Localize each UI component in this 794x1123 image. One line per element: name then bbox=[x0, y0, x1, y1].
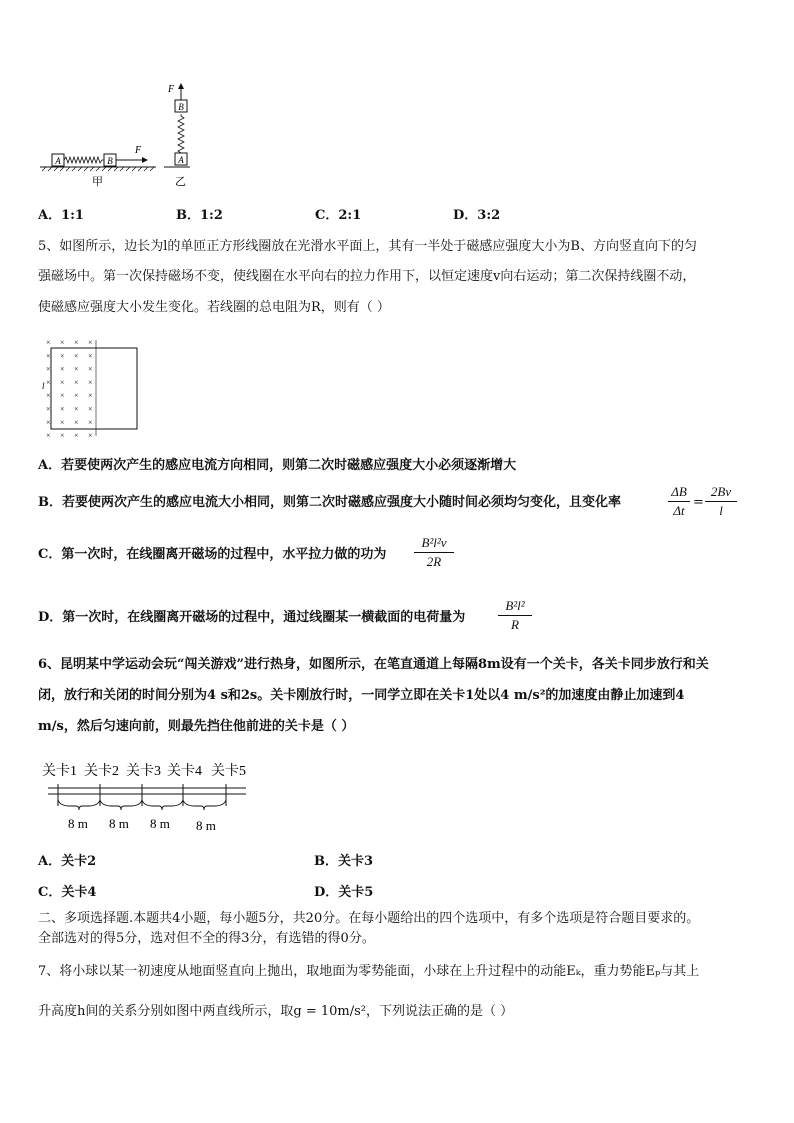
cross-mark: × bbox=[46, 351, 51, 361]
gate-4-label: 关卡4 bbox=[167, 764, 202, 779]
cross-mark: × bbox=[88, 417, 93, 427]
gate-5-label: 关卡5 bbox=[211, 764, 246, 779]
cross-mark: × bbox=[74, 338, 79, 347]
cross-mark: × bbox=[74, 391, 79, 401]
gates-figure bbox=[40, 758, 260, 836]
q6-option-d[interactable]: D．关卡5 bbox=[314, 885, 374, 900]
q5-option-c-fraction: B²l²v 2R bbox=[414, 535, 454, 570]
q5-option-a[interactable]: A．若要使两次产生的感应电流方向相同，则第二次时磁感应强度大小必须逐渐增大 bbox=[38, 458, 517, 473]
cross-mark: × bbox=[60, 364, 65, 374]
q5-option-b-rate-fraction: ΔB Δt bbox=[668, 484, 690, 519]
q6-text-line1: 6、昆明某中学运动会玩“闯关游戏”进行热身，如图所示，在笔直通道上每隔8m设有一个关卡，各关卡同步放行和关 bbox=[38, 657, 709, 672]
cross-mark: × bbox=[60, 377, 65, 387]
block-a-label: A bbox=[55, 156, 61, 166]
cross-mark: × bbox=[46, 338, 51, 347]
q7-text-line2: 升高度h间的关系分别如图中两直线所示，取g = 10m/s²，下列说法正确的是（ ） bbox=[38, 1004, 514, 1019]
cross-mark: × bbox=[60, 391, 65, 401]
cross-mark: × bbox=[88, 364, 93, 374]
cross-mark: × bbox=[60, 404, 65, 414]
force-label-vertical: F bbox=[168, 84, 175, 95]
cross-mark: × bbox=[60, 338, 65, 347]
q5-text-line3: 使磁感应强度大小发生变化。若线圈的总电阻为R，则有（ ） bbox=[38, 300, 390, 315]
q5-text-line1: 5、如图所示，边长为l的单匝正方形线圈放在光滑水平面上，其有一半处于磁感应强度大小为B、方向竖直向下的匀 bbox=[38, 239, 697, 254]
section2-heading-line1: 二、多项选择题.本题共4小题，每小题5分，共20分。在每小题给出的四个选项中，有多个选项是符合题目要求的。 bbox=[38, 911, 700, 926]
block-a-vertical-label: A bbox=[178, 155, 184, 165]
cross-mark: × bbox=[88, 404, 93, 414]
q4-option-b[interactable]: B．1:2 bbox=[176, 208, 223, 223]
cross-mark: × bbox=[46, 364, 51, 374]
spring-vertical bbox=[178, 114, 184, 153]
q4-option-c[interactable]: C．2:1 bbox=[315, 208, 362, 223]
q6-option-b[interactable]: B．关卡3 bbox=[314, 854, 374, 869]
cross-mark: × bbox=[60, 431, 65, 441]
q5-option-b-value-fraction: 2Bv l bbox=[705, 484, 737, 519]
q5-option-d-fraction: B²l² R bbox=[498, 598, 532, 633]
gate-2-label: 关卡2 bbox=[84, 764, 119, 779]
cross-mark: × bbox=[46, 377, 51, 387]
field-cross-marks bbox=[46, 338, 93, 440]
cross-mark: × bbox=[74, 417, 79, 427]
cross-mark: × bbox=[74, 431, 79, 441]
q6-text-line2: 闭，放行和关闭的时间分别为4 s和2s。关卡刚放行时，一同学立即在关卡1处以4 m/s²的加速度由静止加速到4 bbox=[38, 688, 685, 703]
cross-mark: × bbox=[46, 404, 51, 414]
distance-2-label: 8 m bbox=[109, 816, 129, 831]
yi-label: 乙 bbox=[175, 176, 186, 188]
jia-label: 甲 bbox=[92, 176, 103, 188]
cross-mark: × bbox=[46, 431, 51, 441]
spring-horizontal bbox=[64, 157, 104, 163]
coil-side-label: l bbox=[42, 381, 45, 391]
cross-mark: × bbox=[74, 351, 79, 361]
cross-mark: × bbox=[74, 377, 79, 387]
force-label-horizontal: F bbox=[135, 145, 142, 156]
q6-option-a[interactable]: A．关卡2 bbox=[38, 854, 97, 869]
q4-option-a[interactable]: A．1:1 bbox=[38, 208, 84, 223]
distance-1-label: 8 m bbox=[68, 816, 88, 831]
gate-1-label: 关卡1 bbox=[42, 764, 77, 779]
cross-mark: × bbox=[60, 417, 65, 427]
q5-option-b[interactable]: B．若要使两次产生的感应电流大小相同，则第二次时磁感应强度大小随时间必须均匀变化，且变化率 bbox=[38, 495, 621, 510]
spring-blocks-figure bbox=[38, 82, 198, 192]
cross-mark: × bbox=[74, 364, 79, 374]
cross-mark: × bbox=[46, 391, 51, 401]
q6-text-line3: m/s，然后匀速向前，则最先挡住他前进的关卡是（ ） bbox=[38, 719, 355, 734]
q6-option-c[interactable]: C．关卡4 bbox=[38, 885, 97, 900]
q5-option-c[interactable]: C．第一次时，在线圈离开磁场的过程中，水平拉力做的功为 bbox=[38, 547, 387, 562]
q4-option-d[interactable]: D．3:2 bbox=[453, 208, 501, 223]
cross-mark: × bbox=[74, 404, 79, 414]
block-b-vertical-label: B bbox=[178, 102, 184, 112]
magnetic-field-coil-figure bbox=[40, 334, 142, 442]
cross-mark: × bbox=[88, 431, 93, 441]
distance-3-label: 8 m bbox=[150, 816, 170, 831]
cross-mark: × bbox=[88, 377, 93, 387]
cross-mark: × bbox=[46, 417, 51, 427]
block-b-label: B bbox=[107, 156, 113, 166]
q5-text-line2: 强磁场中。第一次保持磁场不变，使线圈在水平向右的拉力作用下，以恒定速度v向右运动；第二次保持线圈不动， bbox=[38, 269, 696, 284]
cross-mark: × bbox=[88, 391, 93, 401]
cross-mark: × bbox=[88, 338, 93, 347]
gate-3-label: 关卡3 bbox=[126, 764, 161, 779]
q5-option-b-equals: = bbox=[693, 495, 704, 510]
distance-4-label: 8 m bbox=[196, 818, 216, 833]
section2-heading-line2: 全部选对的得5分，选对但不全的得3分，有选错的得0分。 bbox=[38, 931, 375, 946]
q5-option-d[interactable]: D．第一次时，在线圈离开磁场的过程中，通过线圈某一横截面的电荷量为 bbox=[38, 610, 466, 625]
cross-mark: × bbox=[88, 351, 93, 361]
cross-mark: × bbox=[60, 351, 65, 361]
q7-text-line1: 7、将小球以某一初速度从地面竖直向上抛出，取地面为零势能面，小球在上升过程中的动能Eₖ，重力势能Eₚ与其上 bbox=[38, 964, 700, 979]
